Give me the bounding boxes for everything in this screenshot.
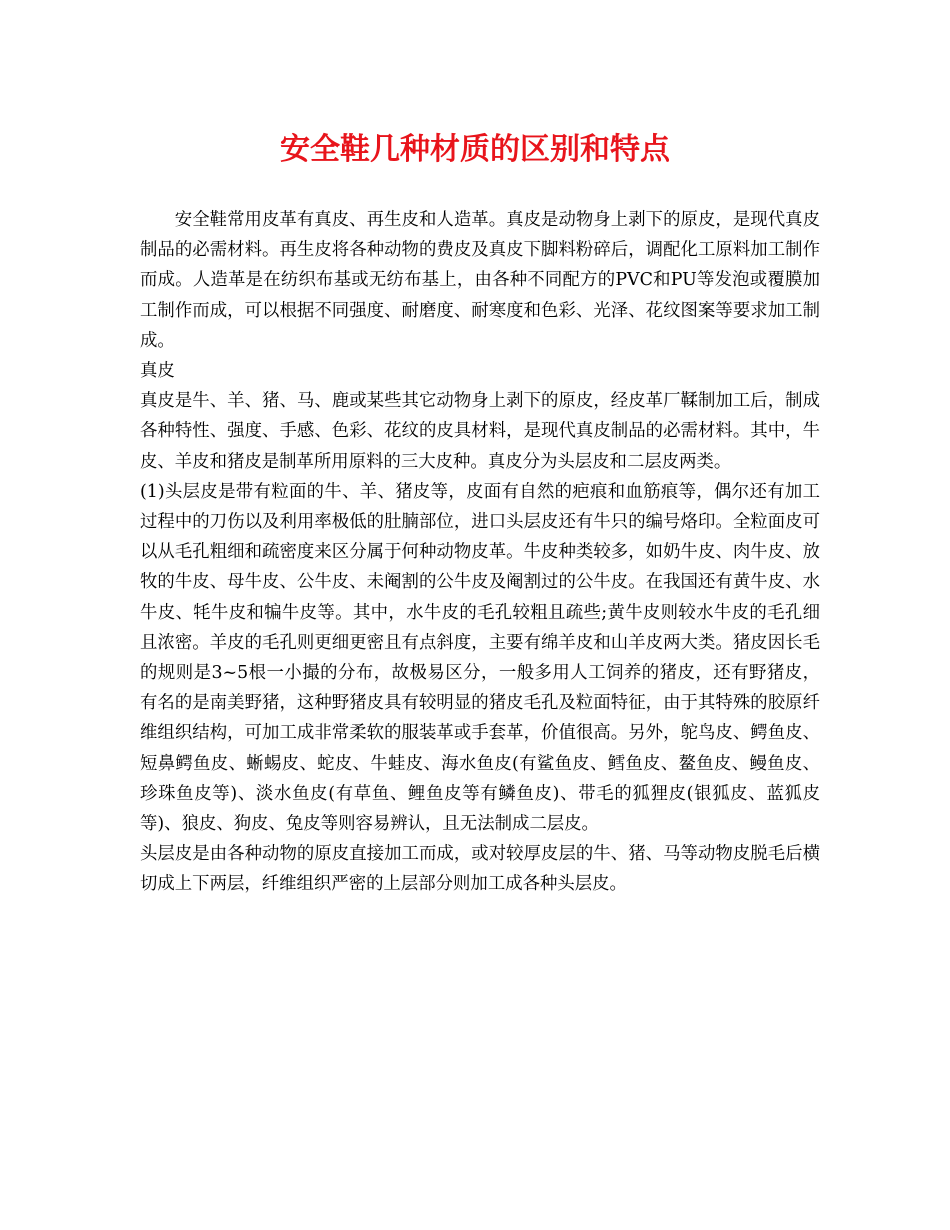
paragraph-top-grain-processing: 头层皮是由各种动物的原皮直接加工而成，或对较厚皮层的牛、猪、马等动物皮脱毛后横切成上下两层，纤维组织严密的上层部分则加工成各种头层皮。 (140, 844, 820, 895)
paragraph-top-grain-leather: (1)头层皮是带有粒面的牛、羊、猪皮等，皮面有自然的疤痕和血筋痕等，偶尔还有加工过程中的刀伤以及利用率极低的肚腩部位，进口头层皮还有牛只的编号烙印。全粒面皮可以从毛孔粗细和疏密度来区分属于何种动物皮革。牛皮种类较多，如奶牛皮、肉牛皮、放牧的牛皮、母牛皮、公牛皮、未阉割的公牛皮及阉割过的公牛皮。在我国还有黄牛皮、水牛皮、牦牛皮和犏牛皮等。其中，水牛皮的毛孔较粗且疏些;黄牛皮则较水牛皮的毛孔细且浓密。羊皮的毛孔则更细更密且有点斜度，主要有绵羊皮和山羊皮两大类。猪皮因长毛的规则是3~5根一小撮的分布，故极易区分，一般多用人工饲养的猪皮，还有野猪皮，有名的是南美野猪，这种野猪皮具有较明显的猪皮毛孔及粒面特征，由于其特殊的胶原纤维组织结构，可加工成非常柔软的服装革或手套革，价值很高。另外，鸵鸟皮、鳄鱼皮、短鼻鳄鱼皮、蜥蜴皮、蛇皮、牛蛙皮、海水鱼皮(有鲨鱼皮、鳕鱼皮、鳌鱼皮、鳗鱼皮、珍珠鱼皮等)、淡水鱼皮(有草鱼、鲤鱼皮等有鳞鱼皮)、带毛的狐狸皮(银狐皮、蓝狐皮等)、狼皮、狗皮、兔皮等则容易辨认，且无法制成二层皮。 (140, 481, 820, 835)
paragraph-intro: 安全鞋常用皮革有真皮、再生皮和人造革。真皮是动物身上剥下的原皮，是现代真皮制品的必需材料。再生皮将各种动物的费皮及真皮下脚料粉碎后，调配化工原料加工制作而成。人造革是在纺织布基或无纺布基上，由各种不同配方的PVC和PU等发泡或覆膜加工制作而成，可以根据不同强度、耐磨度、耐寒度和色彩、光泽、花纹图案等要求加工制成。 (140, 210, 820, 351)
paragraph-genuine-leather: 真皮是牛、羊、猪、马、鹿或某些其它动物身上剥下的原皮，经皮革厂鞣制加工后，制成各种特性、强度、手感、色彩、花纹的皮具材料，是现代真皮制品的必需材料。其中，牛皮、羊皮和猪皮是制革所用原料的三大皮种。真皮分为头层皮和二层皮两类。 (140, 391, 820, 472)
document-body (140, 205, 820, 900)
document-title: 安全鞋几种材质的区别和特点 (280, 132, 670, 167)
section-heading-genuine-leather: 真皮 (140, 361, 175, 382)
